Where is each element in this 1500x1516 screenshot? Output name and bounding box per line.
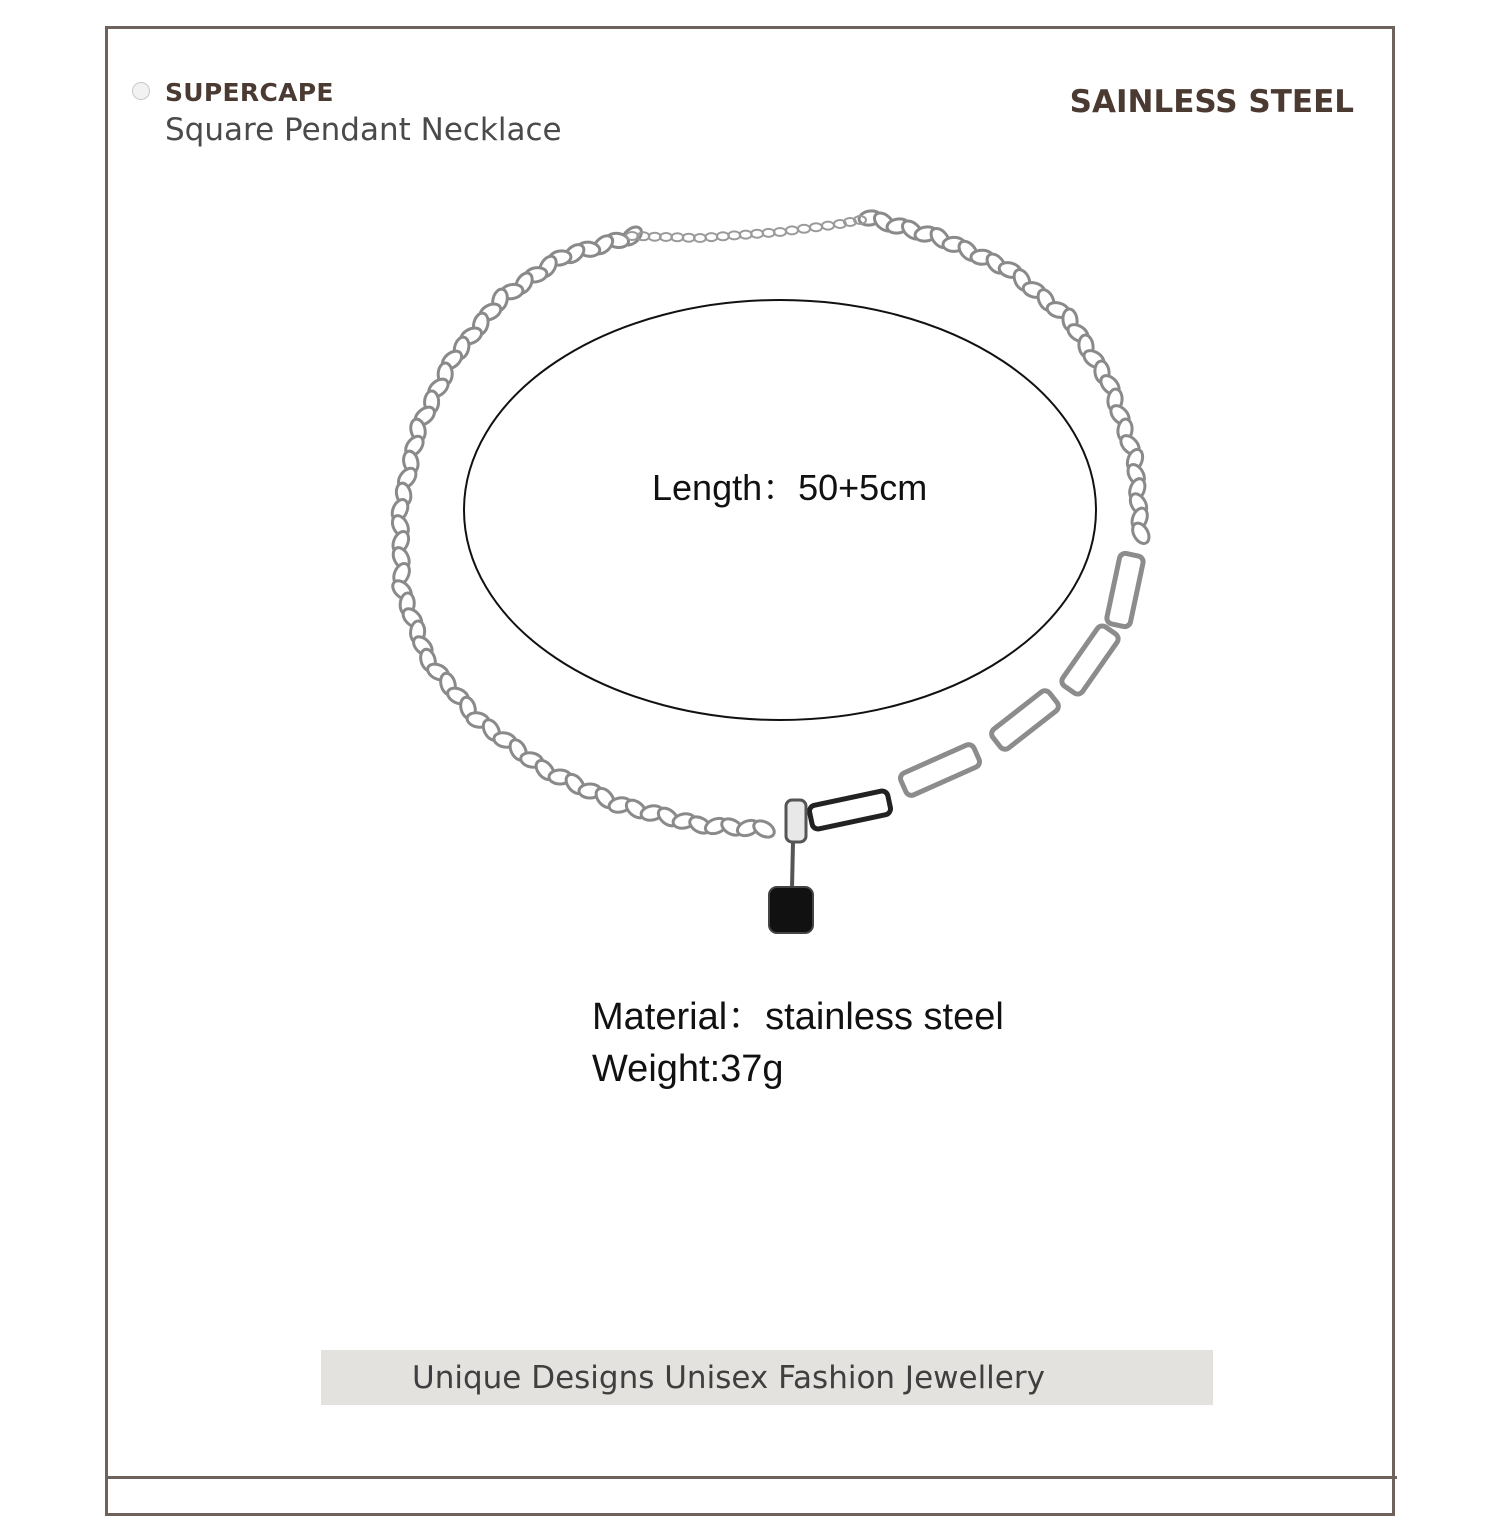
extender-link xyxy=(751,230,763,238)
extender-link xyxy=(649,233,661,241)
extender-link xyxy=(717,232,729,240)
curb-link xyxy=(1129,520,1152,546)
pendant-bail xyxy=(786,800,806,842)
weight-spec: Weight:37g xyxy=(592,1048,784,1090)
extender-link xyxy=(705,233,717,241)
extender-link xyxy=(822,222,834,230)
brand-name: SUPERCAPE xyxy=(165,78,334,107)
rectangular-links xyxy=(808,552,1144,830)
pendant-connector xyxy=(792,842,793,888)
length-label: Length：50+5cm xyxy=(652,467,928,508)
extender-link xyxy=(786,226,798,234)
curb-link xyxy=(751,818,777,841)
extender-link xyxy=(671,233,683,241)
rect-link xyxy=(989,688,1061,751)
extender-link xyxy=(763,229,775,237)
extender-link xyxy=(774,228,786,236)
rect-link xyxy=(899,743,982,797)
material-tag: SAINLESS STEEL xyxy=(1069,84,1354,120)
extender-link xyxy=(683,234,695,242)
pendant xyxy=(769,800,813,933)
material-spec: Material：stainless steel xyxy=(592,996,1004,1038)
extender-link xyxy=(798,225,810,233)
product-name: Square Pendant Necklace xyxy=(165,112,562,148)
rect-link xyxy=(808,790,891,830)
rect-link xyxy=(1060,624,1121,697)
extender-link xyxy=(740,231,752,239)
pendant-stone xyxy=(769,887,813,933)
tagline: Unique Designs Unisex Fashion Jewellery xyxy=(412,1360,1045,1396)
extender-chain xyxy=(626,216,866,242)
rect-link xyxy=(1106,552,1144,627)
extender-link xyxy=(694,234,706,242)
extender-link xyxy=(728,231,740,239)
extender-link xyxy=(810,223,822,231)
curb-chain xyxy=(389,209,1152,840)
extender-link xyxy=(660,233,672,241)
